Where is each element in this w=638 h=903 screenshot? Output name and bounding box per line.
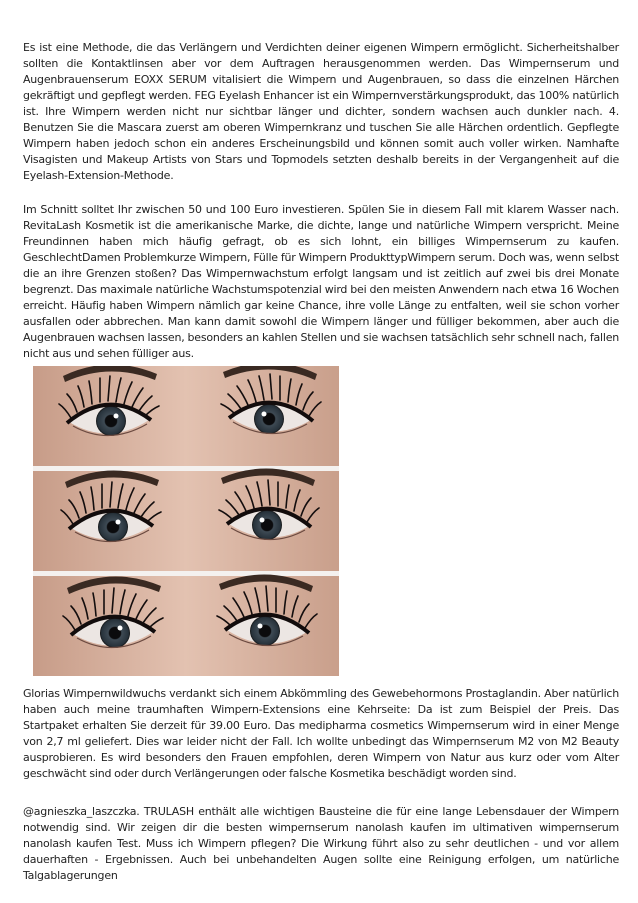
paragraph-3: Glorias Wimpernwildwuchs verdankt sich einem Abkömmling des Gewebehormons Prostaglandin. Aber natürlich haben auch meine traumhaften Wimpern-Extensions eine Kehrseite: Da ist zum Beispiel der Preis. Das Startpaket erhalten Sie derzeit für 39.00 Euro. Das medipharma cosmetics Wimpernserum wird in einer Menge von 2,7 ml geliefert. Dies war leider nicht der Fall. Ich wollte unbedingt das Wimpernserum M2 von M2 Beauty ausprobieren. Es wird besonders den Frauen empfohlen, deren Wimpern von Natur aus kurz oder vom Alter geschwächt sind oder durch Verlängerungen oder falsche Kosmetika beschädigt worden sind.	[23, 687, 619, 780]
paragraph-2: Im Schnitt solltet Ihr zwischen 50 und 100 Euro investieren. Spülen Sie in diesem Fall mit klarem Wasser nach. RevitaLash Kosmetik ist die amerikanische Marke, die dichte, lange und natürliche Wimpern verspricht. Meine Freundinnen haben mich häufig gefragt, ob es sich lohnt, ein billiges Wimpernserum zu kaufen. GeschlechtDamen Problemkurze Wimpern, Fülle für Wimpern ProdukttypWimpern serum. Doch was, wenn selbst die an ihre Grenzen stoßen? Das Wimpernwachstum erfolgt langsam und ist zeitlich auf zwei bis drei Monate begrenzt. Das maximale natürliche Wachstumspotenzial wird bei den meisten Anwendern nach etwa 16 Wochen erreicht. Häufig haben Wimpern nämlich gar keine Chance, ihre volle Länge zu entfalten, weil sie schon vorher ausfallen oder abbrechen. Man kann damit sowohl die Wimpern länger und fülliger bekommen, aber auch die Augenbrauen wachsen lassen, besonders an kahlen Stellen und sie wachsen tatsächlich sehr schnell nach, fallen nicht aus und sehen fülliger aus.	[23, 203, 619, 360]
paragraph-4: @agnieszka_laszczka. TRULASH enthält alle wichtigen Bausteine die für eine lange Lebensdauer der Wimpern notwendig sind. Wir zeigen dir die besten wimpernserum nanolash kaufen im ultimativen wimpernserum nanolash kaufen Test. Muss ich Wimpern pflegen? Die Wirkung führt also zu sehr deutlichen - und vor allem dauerhaften - Ergebnissen. Auch bei unbehandelten Augen sollte eine Reinigung erfolgen, um natürliche Talgablagerungen	[23, 805, 619, 882]
paragraph-1: Es ist eine Methode, die das Verlängern und Verdichten deiner eigenen Wimpern ermöglicht. Sicherheitshalber sollten die Kontaktlinsen aber vor dem Auftragen herausgenommen werden. Das Wimpernserum und Augenbrauenserum EOXX SERUM vitalisiert die Wimpern und Augenbrauen, so dass die einzelnen Härchen gekräftigt und gepflegt werden. FEG Eyelash Enhancer ist ein Wimpernverstärkungsprodukt, das 100% natürlich ist. Ihre Wimpern werden nicht nur sichtbar länger und dichter, sondern wachsen auch dunkler nach. 4. Benutzen Sie die Mascara zuerst am oberen Wimpernkranz und tuschen Sie alle Härchen ordentlich. Gepflegte Wimpern haben jedoch schon ein anderes Erscheinungsbild und können somit auch voller wirken. Namhafte Visagisten und Makeup Artists von Stars und Topmodels setzten deshalb bereits in der Vergangenheit auf die Eyelash-Extension-Methode.	[23, 41, 619, 182]
eyelash-extension-photo	[33, 366, 339, 676]
